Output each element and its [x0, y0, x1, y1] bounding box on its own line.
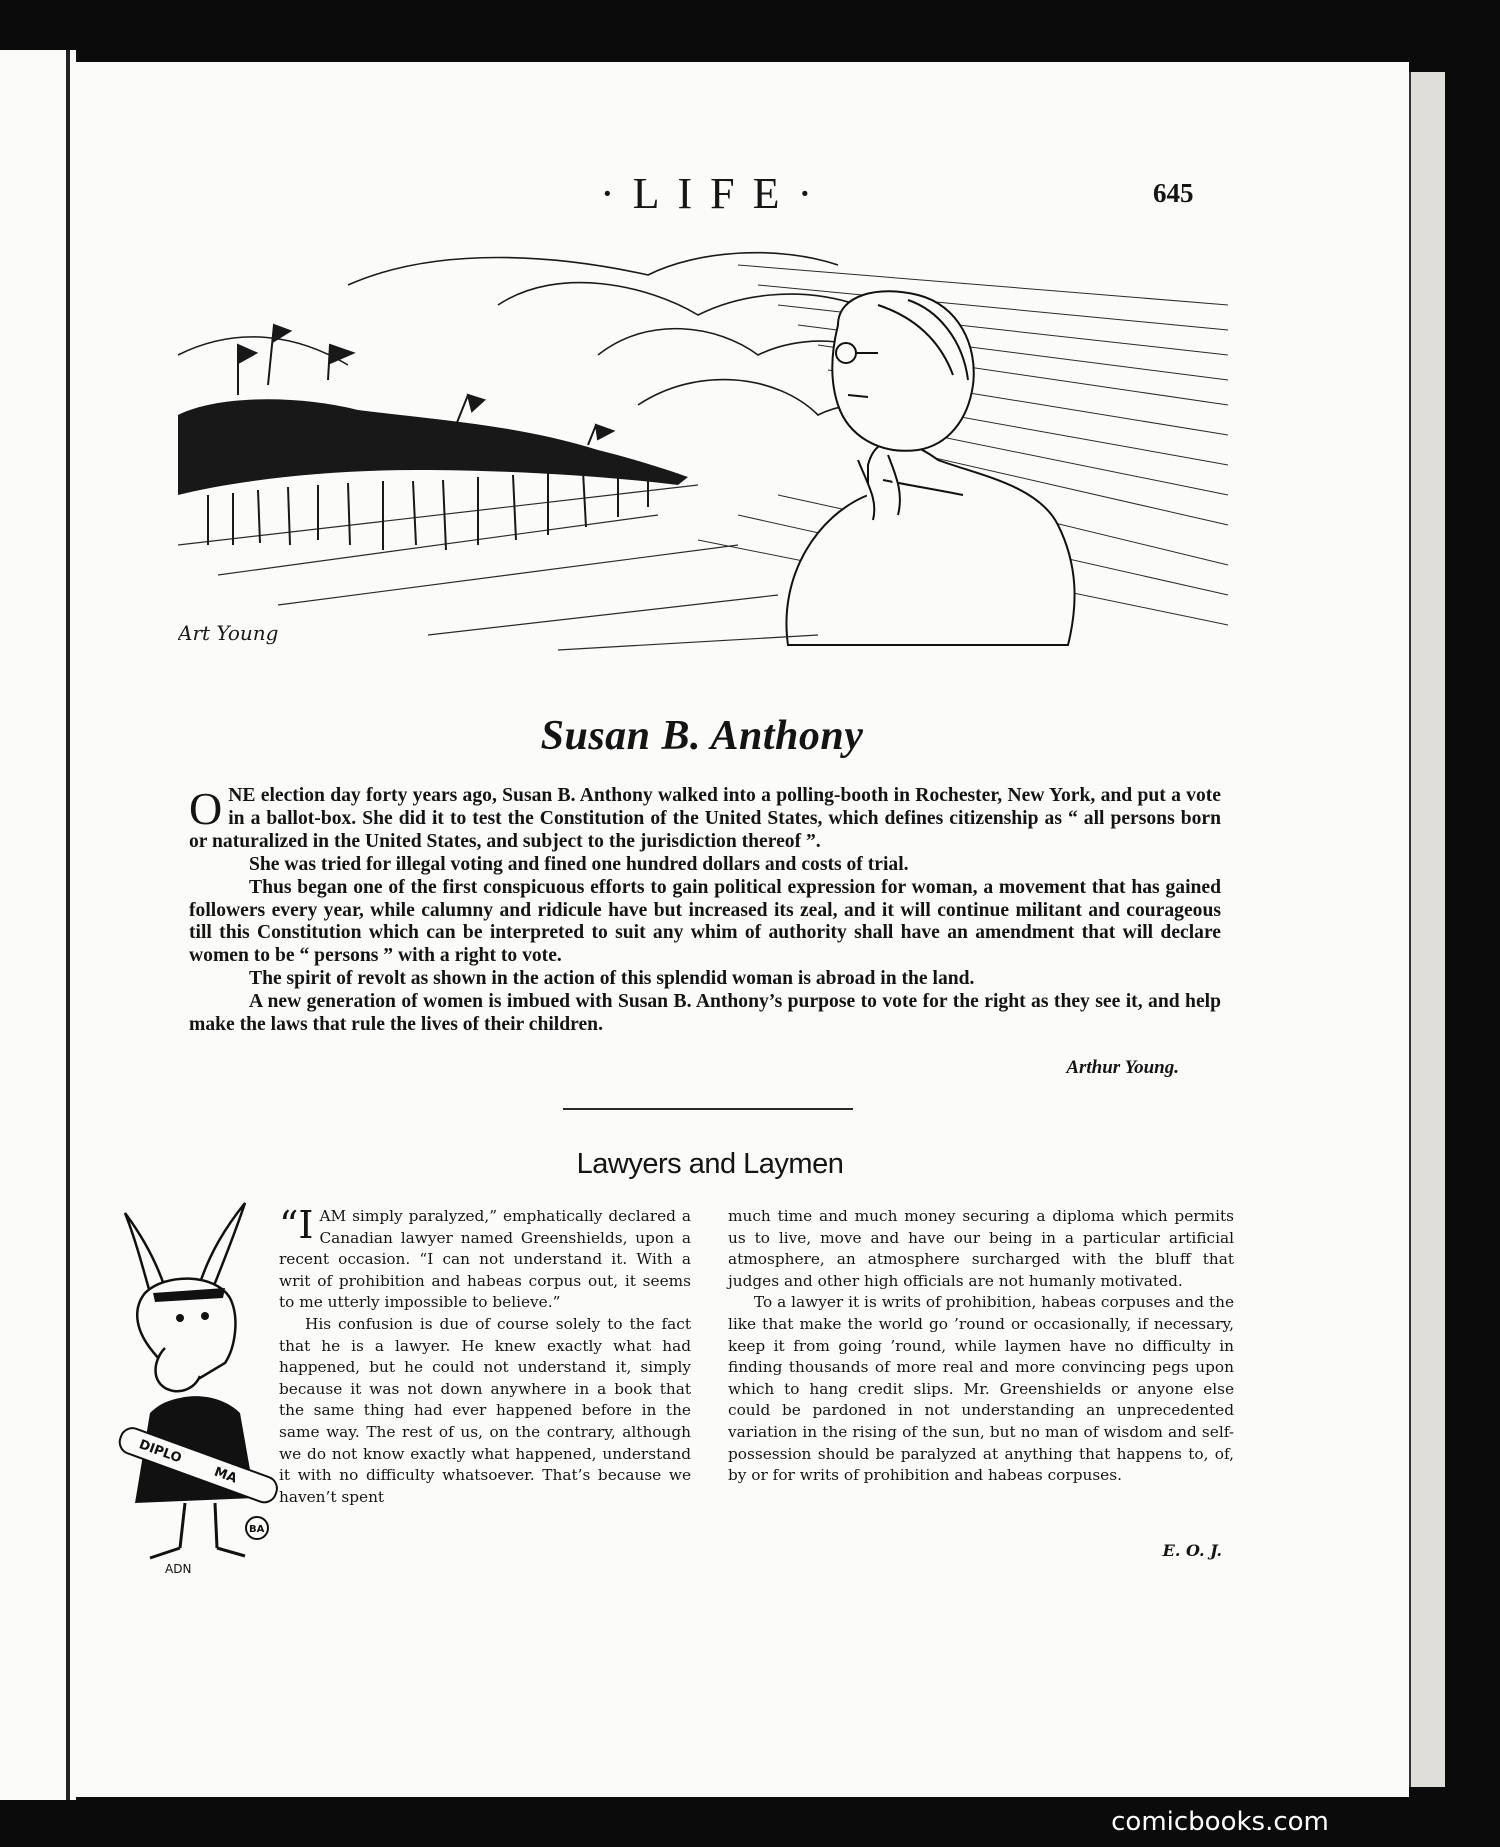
section-title: Lawyers and Laymen [576, 1148, 844, 1180]
illustration-signature: Art Young [178, 621, 279, 645]
procession-crowd [178, 399, 688, 495]
quote-dropcap: “I [279, 1203, 314, 1247]
column-paragraph: much time and much money securing a diploma which permits us to live, move and have our being in a particular artificial atmosphere, an atmosphere surcharged with the bluff that judges and other high officials are not humanly motivated. [728, 1207, 1234, 1290]
drop-cap: O [189, 783, 223, 834]
author-initials: E. O. J. [1162, 1541, 1222, 1560]
article-paragraph: NE election day forty years ago, Susan B. Anthony walked into a polling-booth in Rochester, New York, and put a vote in a ballot-box. She did it to test the Constitution of the United States, which defines citizenship as “ all persons born or naturalized in the United States, and subject to the jurisdiction thereof ”. [189, 785, 1221, 852]
article-body [189, 785, 1221, 1037]
cartoon-signature: ADN [165, 1562, 192, 1576]
article-paragraph: The spirit of revolt as shown in the action of this splendid woman is abroad in the land. [249, 968, 975, 990]
page-edge [1409, 72, 1445, 1787]
diploma-text: MA [212, 1464, 239, 1487]
article-paragraph: Thus began one of the first conspicuous efforts to gain political expression for woman, a movement that has gained followers every year, while calumny and ridicule have but increased its zeal, and it will continue militant and courageous till this Constitution which can be interpreted to suit any whim of authority shall have an amendment that will declare women to be “ persons ” with a right to vote. [189, 876, 1221, 967]
ba-tag: BA [249, 1524, 265, 1535]
page-number: 645 [1153, 178, 1194, 208]
column-paragraph: AM simply paralyzed,” emphatically declared a Canadian lawyer named Greenshields, upon a recent occasion. “I can not understand it. With a writ of prohibition and habeas corpus out, it seems to me utterly impossible to believe.” [279, 1207, 691, 1312]
byline: Arthur Young. [1066, 1057, 1179, 1078]
section-divider [563, 1108, 853, 1110]
column-left [279, 1203, 691, 1508]
article-paragraph: She was tried for illegal voting and fined one hundred dollars and costs of trial. [249, 853, 909, 875]
page-binding [0, 50, 79, 1800]
donkey-lawyer-cartoon [105, 1198, 290, 1578]
column-right [728, 1206, 1234, 1487]
column-paragraph: His confusion is due of course solely to the fact that he is a lawyer. He knew exactly what had happened, but he could not understand it, simply because it was not down anywhere in a book that the same thing had ever happened before in the same way. The rest of us, on the contrary, although we do not know exactly what happened, understand it with no difficulty whatsoever. That’s because we haven’t spent [279, 1314, 691, 1506]
article-title: Susan B. Anthony [540, 713, 864, 759]
source-watermark: comicbooks.com [1111, 1807, 1329, 1837]
diploma-text: DIPLO [136, 1437, 184, 1467]
portrait-bust [786, 442, 1074, 645]
column-paragraph: To a lawyer it is writs of prohibition, habeas corpuses and the like that make the world go ’round or occasionally, if necessary, keep it from going ’round, while laymen have no difficulty in finding thousands of more real and more convincing pegs upon which to hang credit slips. Mr. Greenshields or anyone else could be pardoned in not understanding an unprecedented variation in the rising of the sun, but no man of wisdom and self-possession should be paralyzed at anything that happens to, of, by or for writs of prohibition and habeas corpuses. [728, 1293, 1234, 1485]
article-paragraph: A new generation of women is imbued with Susan B. Anthony’s purpose to vote for the right as they see it, and help make the laws that rule the lives of their children. [189, 991, 1221, 1036]
masthead: ·LIFE· [600, 169, 831, 218]
suffrage-illustration [178, 245, 1233, 660]
